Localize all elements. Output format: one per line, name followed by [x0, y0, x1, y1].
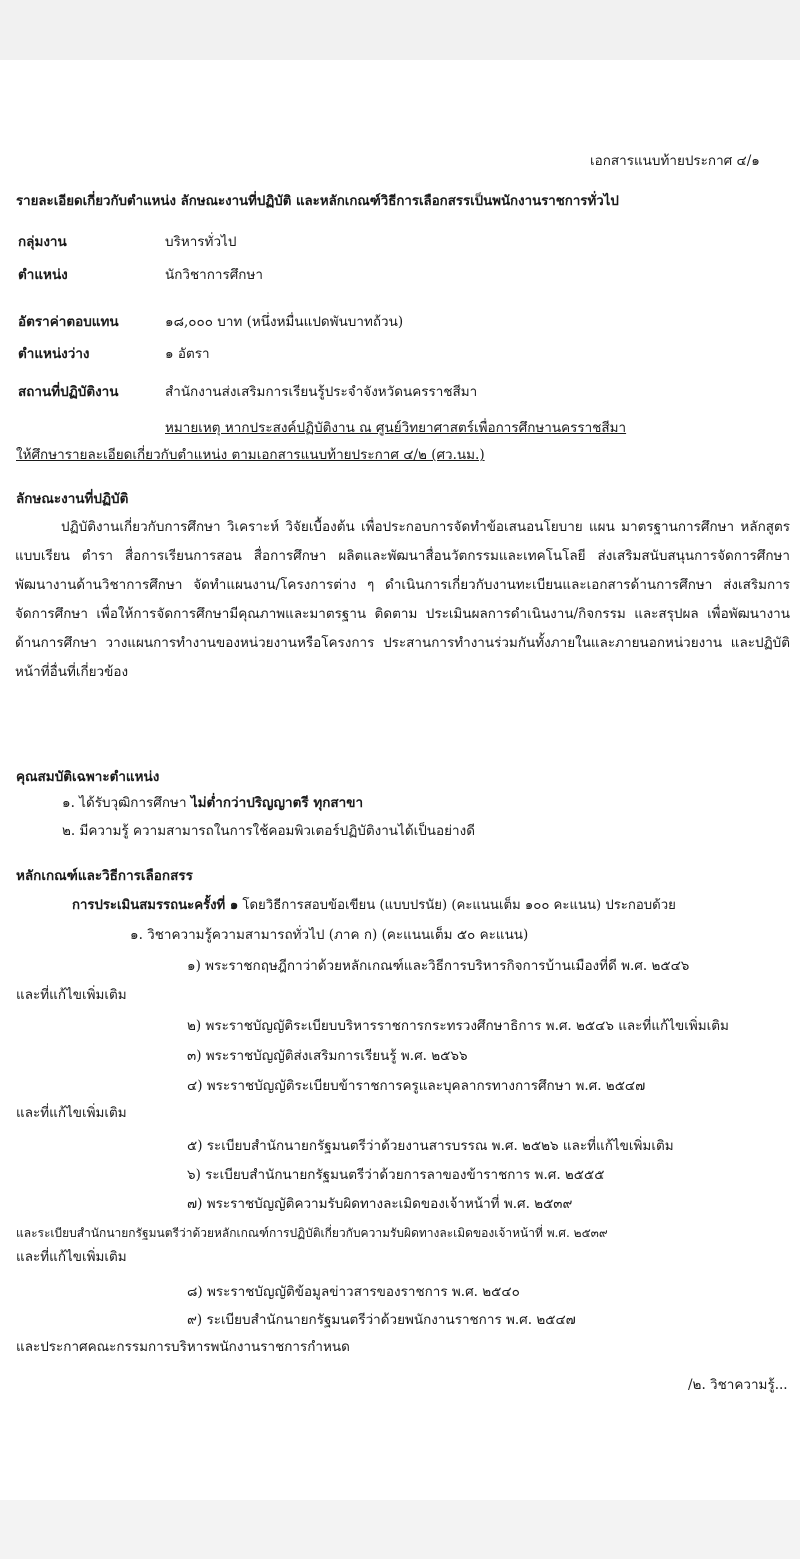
qualification-item-1: [62, 794, 363, 812]
law-item-1-cont: และที่แก้ไขเพิ่มเติม: [16, 987, 127, 1003]
field-label-salary: อัตราค่าตอบแทน: [18, 314, 119, 330]
qualifications-heading: คุณสมบัติเฉพาะตำแหน่ง: [16, 769, 160, 785]
field-label-workplace: สถานที่ปฏิบัติงาน: [18, 384, 119, 400]
law-item-6: ๖) ระเบียบสำนักนายกรัฐมนตรีว่าด้วยการลาของข้าราชการ พ.ศ. ๒๕๕๕: [187, 1167, 605, 1183]
law-item-4-cont: และที่แก้ไขเพิ่มเติม: [16, 1105, 127, 1121]
law-item-8: ๘) พระราชบัญญัติข้อมูลข่าวสารของราชการ พ.ศ. ๒๕๔๐: [187, 1284, 520, 1300]
selection-heading: หลักเกณฑ์และวิธีการเลือกสรร: [16, 868, 193, 884]
law-item-9-cont: และประกาศคณะกรรมการบริหารพนักงานราชการกำหนด: [16, 1339, 350, 1355]
law-item-3: ๓) พระราชบัญญัติส่งเสริมการเรียนรู้ พ.ศ. ๒๕๖๖: [187, 1048, 468, 1064]
selection-intro-bold: การประเมินสมรรถนะครั้งที่ ๑: [72, 898, 239, 913]
field-label-vacancy: ตำแหน่งว่าง: [18, 346, 90, 362]
qualification-item-2: [62, 822, 475, 840]
law-item-9: ๙) ระเบียบสำนักนายกรัฐมนตรีว่าด้วยพนักงานราชการ พ.ศ. ๒๕๔๗: [187, 1312, 576, 1328]
law-item-2: ๒) พระราชบัญญัติระเบียบบริหารราชการกระทรวงศึกษาธิการ พ.ศ. ๒๕๔๖ และที่แก้ไขเพิ่มเติม: [187, 1018, 729, 1034]
scan-top-margin: [0, 0, 800, 60]
field-value-vacancy: ๑ อัตรา: [165, 346, 210, 362]
field-value-workplace: สำนักงานส่งเสริมการเรียนรู้ประจำจังหวัดนครราชสีมา: [165, 384, 478, 400]
field-value-position: นักวิชาการศึกษา: [165, 267, 263, 283]
duties-heading: ลักษณะงานที่ปฏิบัติ: [16, 491, 129, 507]
field-value-group: บริหารทั่วไป: [165, 234, 237, 250]
continuation-marker: /๒. วิชาความรู้...: [688, 1377, 788, 1393]
field-value-salary: ๑๘,๐๐๐ บาท (หนึ่งหมื่นแปดพันบาทถ้วน): [165, 314, 404, 330]
law-item-5: ๕) ระเบียบสำนักนายกรัฐมนตรีว่าด้วยงานสารบรรณ พ.ศ. ๒๕๒๖ และที่แก้ไขเพิ่มเติม: [187, 1138, 674, 1154]
qualification-1-text: ๑. ได้รับวุฒิการศึกษา: [62, 795, 191, 811]
law-item-4: ๔) พระราชบัญญัติระเบียบข้าราชการครูและบุคลากรทางการศึกษา พ.ศ. ๒๕๔๗: [187, 1078, 646, 1094]
duties-paragraph: ปฏิบัติงานเกี่ยวกับการศึกษา วิเคราะห์ วิจัยเบื้องต้น เพื่อประกอบการจัดทำข้อเสนอนโยบาย แผน มาตรฐานการศึกษา หลักสูตร แบบเรียน ตำรา สื่อการเรียนการสอน สื่อการศึกษา ผลิตและพัฒนาสื่อนวัตกรรมและเทคโนโลยี ส่งเสริมสนับสนุนการจัดการศึกษา พัฒนางานด้านวิชาการศึกษา จัดทำแผนงาน/โครงการต่าง ๆ ดำเนินการเกี่ยวกับงานทะเบียนและเอกสารด้านการศึกษา ส่งเสริมการจัดการศึกษา เพื่อให้การจัดการศึกษามีคุณภาพและมาตรฐาน ติดตาม ประเมินผลการดำเนินงาน/กิจกรรม และสรุปผล เพื่อพัฒนางานด้านการศึกษา วางแผนการทำงานของหน่วยงานหรือโครงการ ประสานการทำงานร่วมกันทั้งภายในและภายนอกหน่วยงาน และปฏิบัติหน้าที่อื่นที่เกี่ยวข้อง: [15, 519, 790, 680]
law-item-1: ๑) พระราชกฤษฎีกาว่าด้วยหลักเกณฑ์และวิธีการบริหารกิจการบ้านเมืองที่ดี พ.ศ. ๒๕๔๖: [187, 958, 690, 974]
law-item-7-cont-2: และที่แก้ไขเพิ่มเติม: [16, 1249, 127, 1265]
qualification-2-text: ๒. มีความรู้ ความสามารถในการใช้คอมพิวเตอร์ปฏิบัติงานได้เป็นอย่างดี: [62, 823, 475, 839]
law-item-7: ๗) พระราชบัญญัติความรับผิดทางละเมิดของเจ้าหน้าที่ พ.ศ. ๒๕๓๙: [187, 1196, 573, 1212]
field-label-position: ตำแหน่ง: [18, 267, 68, 283]
selection-intro-rest: โดยวิธีการสอบข้อเขียน (แบบปรนัย) (คะแนนเต็ม ๑๐๐ คะแนน) ประกอบด้วย: [238, 898, 676, 913]
field-label-group: กลุ่มงาน: [18, 234, 67, 250]
selection-intro: [72, 897, 676, 915]
law-item-7-cont-1: และระเบียบสำนักนายกรัฐมนตรีว่าด้วยหลักเกณฑ์การปฏิบัติเกี่ยวกับความรับผิดทางละเมิดของเจ้าหน้าที่ พ.ศ. ๒๕๓๙: [16, 1226, 608, 1240]
subject-1-title: ๑. วิชาความรู้ความสามารถทั่วไป (ภาค ก) (คะแนนเต็ม ๕๐ คะแนน): [130, 927, 529, 943]
note-line-2: ให้ศึกษารายละเอียดเกี่ยวกับตำแหน่ง ตามเอกสารแนบท้ายประกาศ ๔/๒ (ศว.นม.): [16, 447, 485, 463]
scan-bottom-margin: [0, 1500, 800, 1559]
qualification-1-bold: ไม่ต่ำกว่าปริญญาตรี ทุกสาขา: [190, 795, 364, 811]
note-line-1: หมายเหตุ หากประสงค์ปฏิบัติงาน ณ ศูนย์วิทยาศาสตร์เพื่อการศึกษานครราชสีมา: [165, 420, 627, 436]
document-reference: เอกสารแนบท้ายประกาศ ๔/๑: [590, 153, 760, 169]
document-title: รายละเอียดเกี่ยวกับตำแหน่ง ลักษณะงานที่ปฏิบัติ และหลักเกณฑ์วิธีการเลือกสรรเป็นพนักงานราชการทั่วไป: [16, 194, 619, 209]
